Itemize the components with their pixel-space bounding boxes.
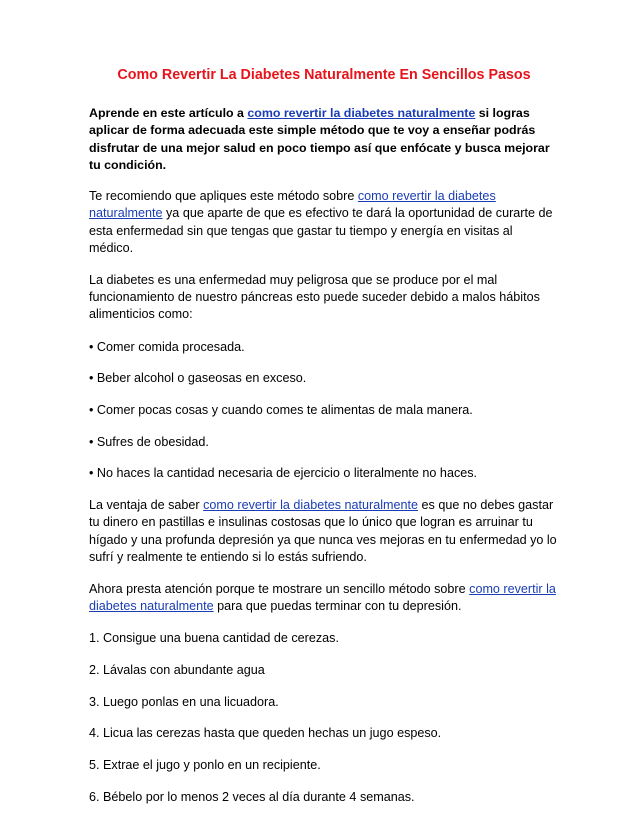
para1-text-before: Te recomiendo que apliques este método sobre	[89, 189, 358, 204]
para1-text-after: ya que aparte de que es efectivo te dará la oportunidad de curarte de esta enfermedad sin que tengas que gastar tu tiempo y energía en visitas al médico.	[89, 206, 553, 255]
para3-link[interactable]: como revertir la diabetes naturalmente	[203, 498, 419, 513]
para1-link[interactable]: como revertir la diabetes naturalmente	[89, 189, 496, 221]
intro-link[interactable]: como revertir la diabetes naturalmente	[247, 106, 476, 120]
bullet-item: • Comer comida procesada.	[89, 339, 245, 354]
bullet-item: • Sufres de obesidad.	[89, 434, 209, 449]
para4-text-after: para que puedas terminar con tu depresión.	[213, 599, 462, 614]
intro-text-after: si logras aplicar de forma adecuada este simple método que te voy a enseñar podrás disfrutar de una mejor salud en poco tiempo así que enfócate y busca mejorar tu condición.	[89, 106, 550, 172]
para4-link[interactable]: como revertir la diabetes naturalmente	[89, 581, 556, 614]
intro-paragraph	[89, 105, 559, 174]
intro-text-before: Aprende en este artículo a	[89, 106, 248, 120]
step-item: 1. Consigue una buena cantidad de cerezas.	[89, 631, 339, 646]
step-item: 6. Bébelo por lo menos 2 veces al día durante 4 semanas.	[89, 789, 415, 804]
step-item: 3. Luego ponlas en una licuadora.	[89, 694, 279, 709]
paragraph-advantage	[89, 497, 559, 566]
paragraph-method	[89, 581, 559, 615]
para3-text-after: es que no debes gastar tu dinero en pastillas e insulinas costosas que lo único que logran es arruinar tu hígado y una profunda depresión ya que nunca ves mejoras en tu enfermedad yo lo sufrí y realmente te entiendo si lo estás sufriendo.	[89, 498, 557, 564]
para3-text-before: La ventaja de saber	[89, 498, 204, 513]
article-title: Como Revertir La Diabetes Naturalmente En Sencillos Pasos	[117, 67, 531, 83]
document-page	[89, 66, 559, 821]
paragraph-recommendation	[89, 188, 559, 257]
para4-text-before: Ahora presta atención porque te mostrare un sencillo método sobre	[89, 581, 470, 596]
bullet-item: • Comer pocas cosas y cuando comes te alimentas de mala manera.	[89, 403, 473, 418]
step-item: 5. Extrae el jugo y ponlo en un recipiente.	[89, 758, 321, 773]
bullet-item: • Beber alcohol o gaseosas en exceso.	[89, 371, 307, 386]
bullet-item: • No haces la cantidad necesaria de ejercicio o literalmente no haces.	[89, 466, 478, 481]
paragraph-disease: La diabetes es una enfermedad muy peligrosa que se produce por el mal funcionamiento de nuestro páncreas esto puede suceder debido a malos hábitos alimenticios como:	[89, 273, 540, 322]
step-item: 4. Licua las cerezas hasta que queden hechas un jugo espeso.	[89, 726, 442, 741]
step-item: 2. Lávalas con abundante agua	[89, 663, 265, 678]
